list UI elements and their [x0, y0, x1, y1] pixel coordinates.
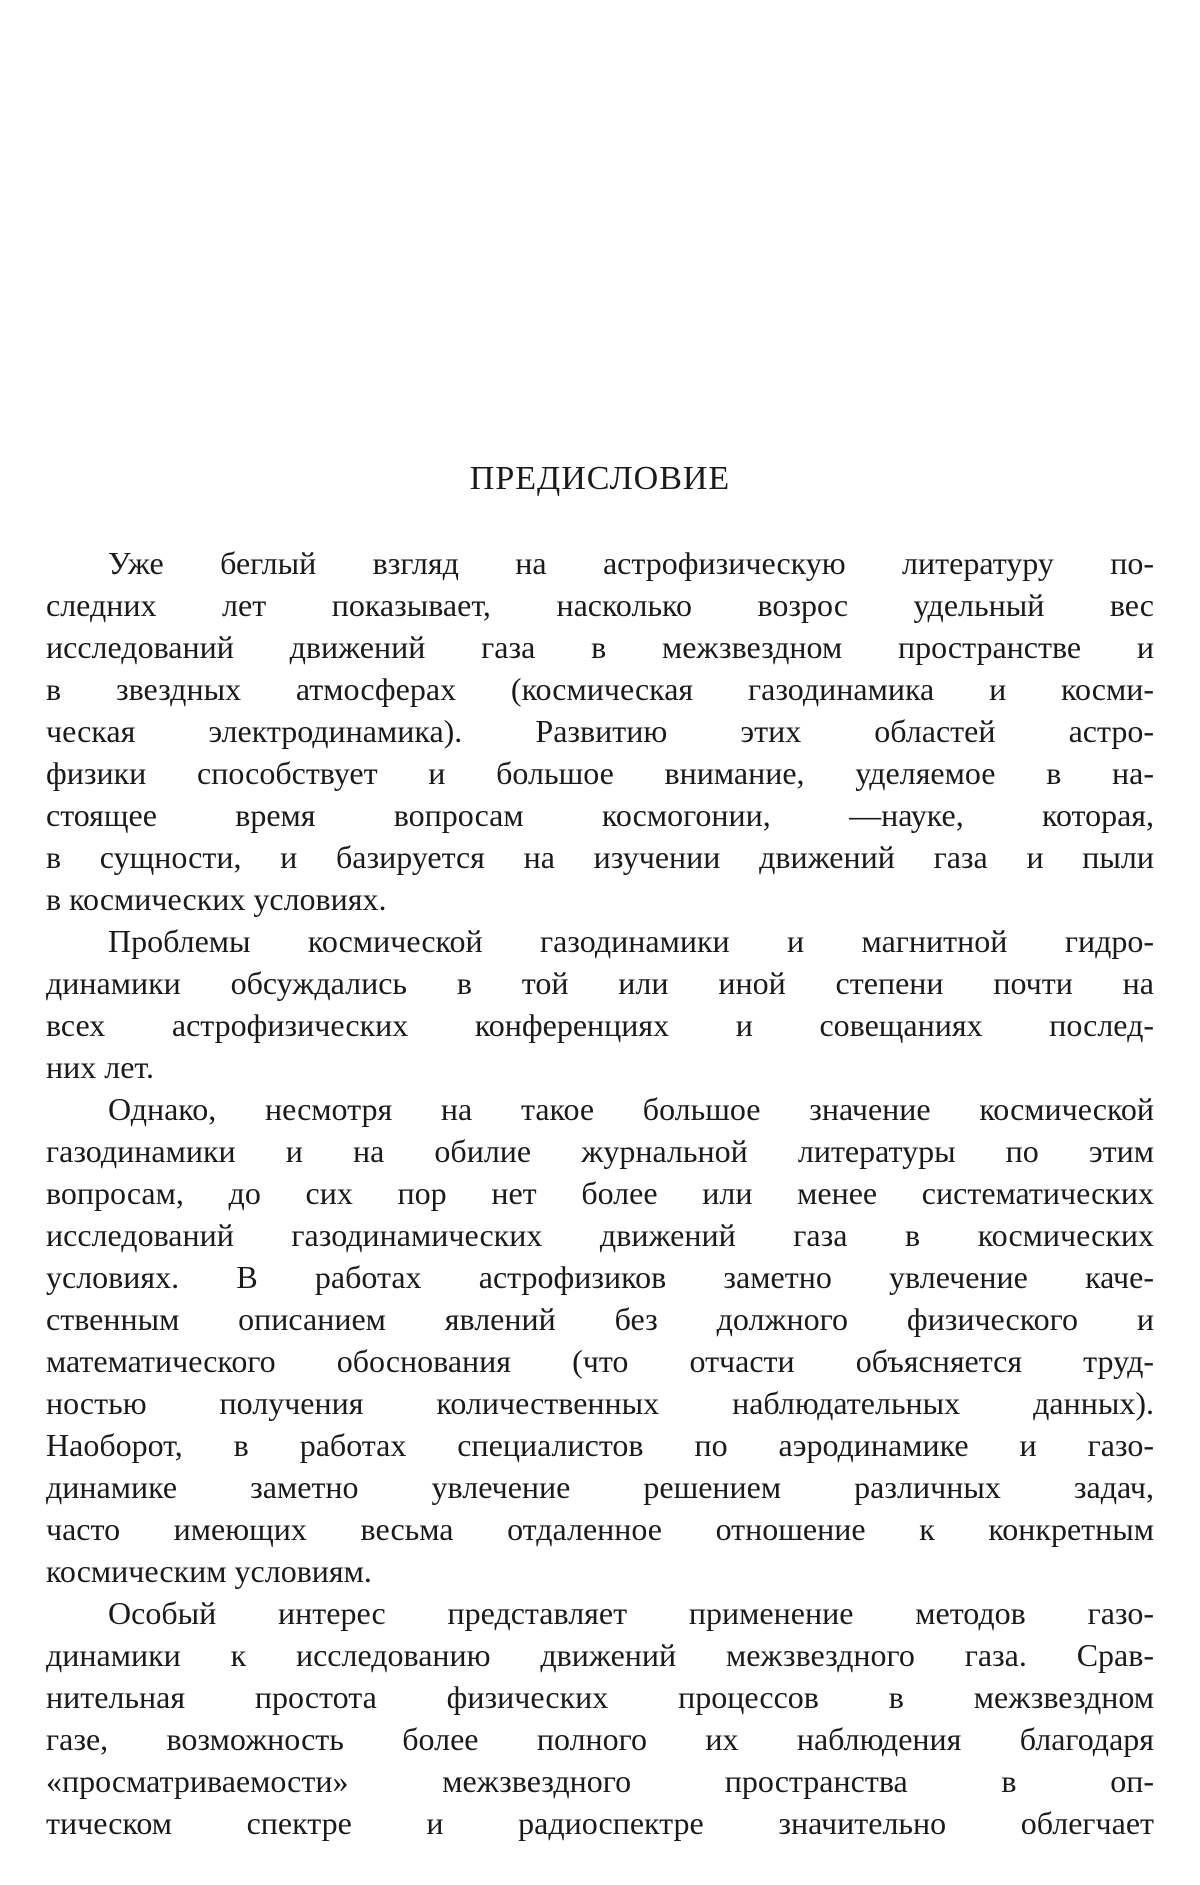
text-line: физики способствует и большое внимание, уделяемое в на- [46, 755, 1154, 791]
text-line: тическом спектре и радиоспектре значительно облегчает [46, 1805, 1154, 1841]
text-line: нительная простота физических процессов в межзвездном [46, 1679, 1154, 1715]
text-line: ческая электродинамика). Развитию этих областей астро- [46, 713, 1154, 749]
text-line: исследований газодинамических движений газа в космических [46, 1217, 1154, 1253]
text-line: стоящее время вопросам космогонии, —науке, которая, [46, 797, 1154, 833]
text-line: часто имеющих весьма отдаленное отношение к конкретным [46, 1511, 1154, 1547]
text-line: исследований движений газа в межзвездном пространстве и [46, 629, 1154, 665]
text-line: в космических условиях. [46, 881, 387, 917]
paragraph-3 [46, 1088, 1154, 1592]
text-line: газе, возможность более полного их наблюдения благодаря [46, 1721, 1154, 1757]
paragraph-4 [46, 1592, 1154, 1844]
text-line: следних лет показывает, насколько возрос удельный вес [46, 587, 1154, 623]
text-line: ственным описанием явлений без должного физического и [46, 1301, 1154, 1337]
text-line: «просматриваемости» межзвездного пространства в оп- [46, 1763, 1154, 1799]
page-title: ПРЕДИСЛОВИЕ [469, 460, 731, 497]
text-line: в звездных атмосферах (космическая газодинамика и косми- [46, 671, 1154, 707]
text-line: динамики к исследованию движений межзвездного газа. Срав- [46, 1637, 1154, 1673]
text-line: Уже беглый взгляд на астрофизическую литературу по- [108, 545, 1154, 581]
text-line: газодинамики и на обилие журнальной литературы по этим [46, 1133, 1154, 1169]
text-line: Проблемы космической газодинамики и магнитной гидро- [108, 923, 1154, 959]
text-line: динамике заметно увлечение решением различных задач, [46, 1469, 1154, 1505]
text-line: ностью получения количественных наблюдательных данных). [46, 1385, 1154, 1421]
text-line: динамики обсуждались в той или иной степени почти на [46, 965, 1154, 1001]
text-line: в сущности, и базируется на изучении движений газа и пыли [46, 839, 1154, 875]
text-line: всех астрофизических конференциях и совещаниях послед- [46, 1007, 1154, 1043]
text-line: вопросам, до сих пор нет более или менее систематических [46, 1175, 1154, 1211]
paragraph-2 [46, 920, 1154, 1088]
text-line: математического обоснования (что отчасти объясняется труд- [46, 1343, 1154, 1379]
text-line: Наоборот, в работах специалистов по аэродинамике и газо- [46, 1427, 1154, 1463]
text-line: условиях. В работах астрофизиков заметно увлечение каче- [46, 1259, 1154, 1295]
text-line: них лет. [46, 1049, 154, 1085]
paragraph-1 [46, 542, 1154, 920]
text-line: космическим условиям. [46, 1553, 372, 1589]
text-line: Однако, несмотря на такое большое значение космической [108, 1091, 1154, 1127]
text-line: Особый интерес представляет применение методов газо- [108, 1595, 1154, 1631]
